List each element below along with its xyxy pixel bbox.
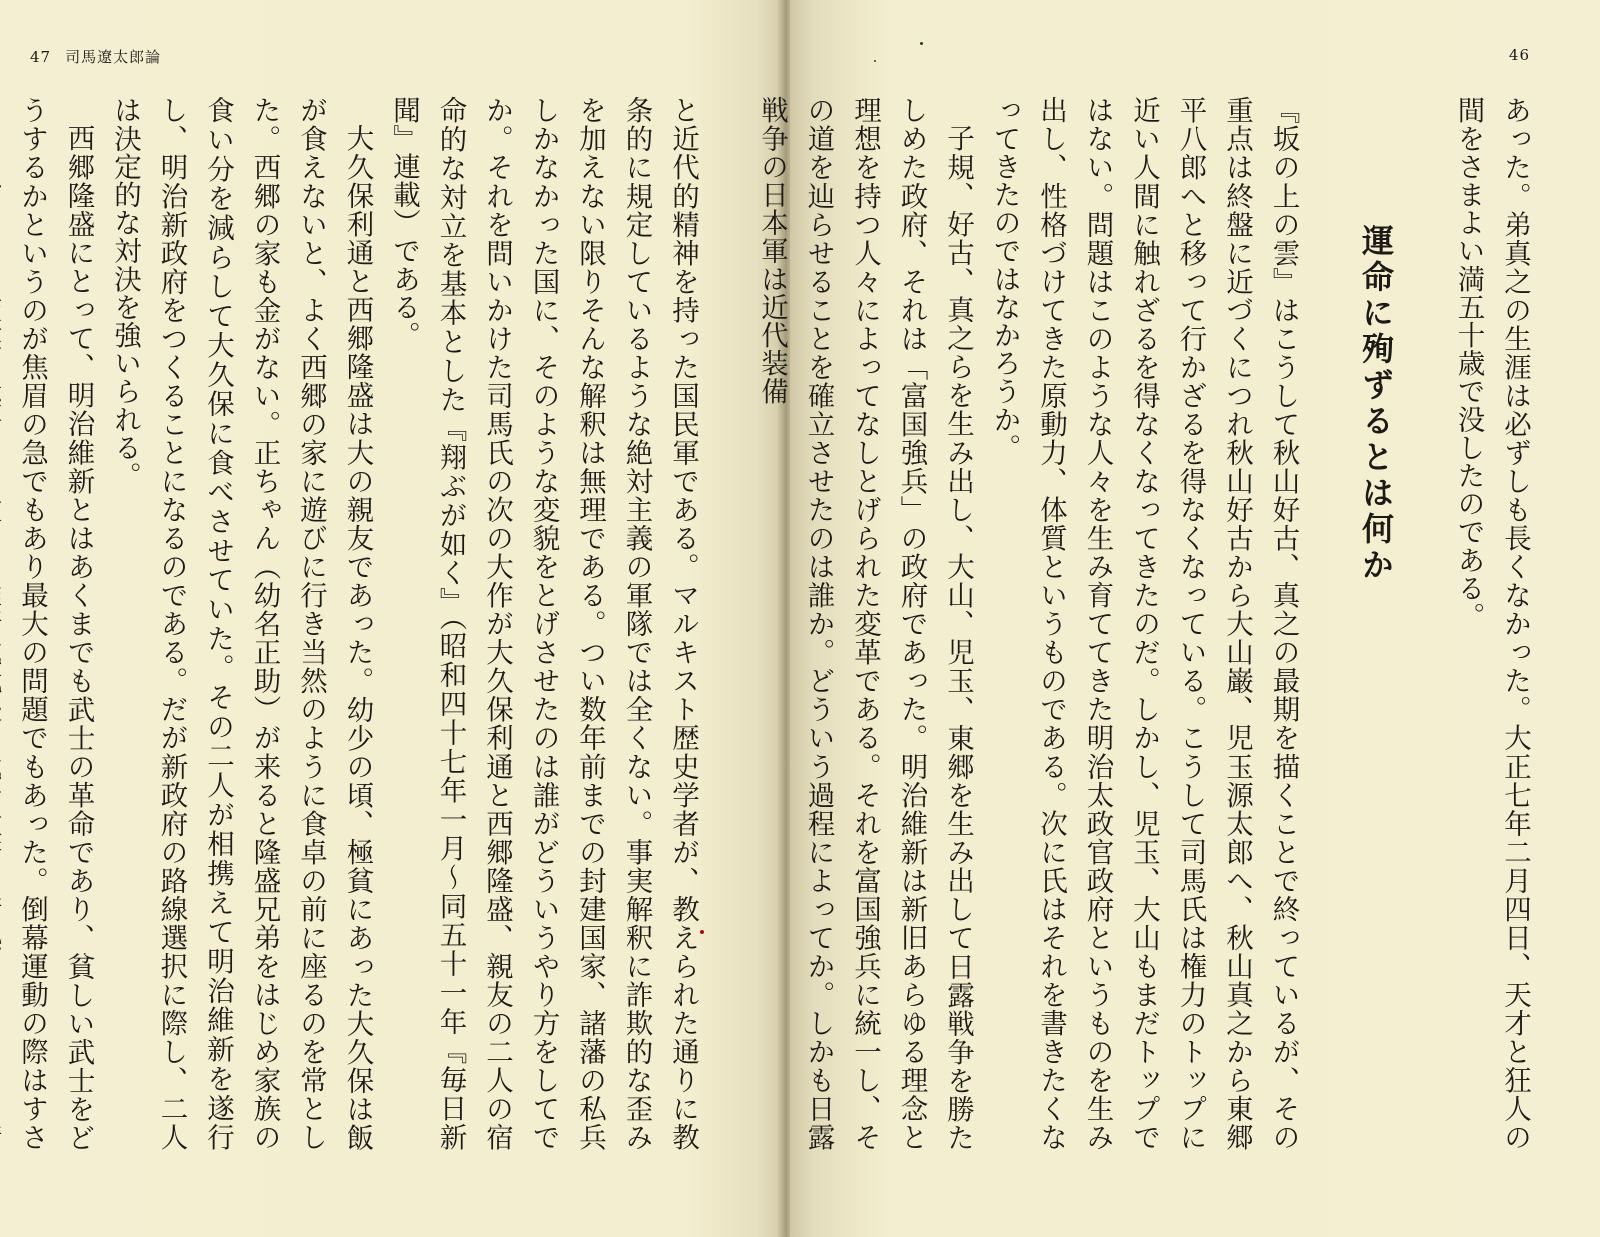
running-head-title: 司馬遼太郎論	[65, 48, 162, 66]
left-page-number: 47	[30, 48, 52, 66]
left-body-text	[16, 96, 706, 1151]
body-paragraph: あった。弟真之の生涯は必ずしも長くなかった。大正七年二月四日、天才と狂人の間をさまよい満五十歳で没したのである。	[1452, 96, 1531, 1151]
body-paragraph: 大久保利通と西郷隆盛は大の親友であった。幼少の頃、極貧にあった大久保は飯が食えないと、よく西郷の家に遊びに行き当然のように食卓の前に座るのを常とした。西郷の家も金がない。正ちゃん（幼名正助）が来ると隆盛兄弟をはじめ家族の食い分を減らして大久保に食べさせていた。その二人が相携えて明治維新を遂行し、明治新政府をつくることになるのである。だが新政府の路線選択に際し、二人は決定的な対決を強いられる。	[109, 96, 374, 1151]
body-paragraph: 子規、好古、真之らを生み出し、大山、児玉、東郷を生み出して日露戦争を勝たしめた政府、それは「富国強兵」の政府であった。明治維新は新旧あらゆる理念と理想を持つ人々によってなしとげられた変革である。それを富国強兵に統一し、その道を辿らせることを確立させたのは誰か。どういう過程によってか。しかも日露戦争の日本軍は近代装備	[756, 96, 974, 1151]
right-page	[756, 0, 1600, 1237]
left-page	[0, 0, 782, 1237]
right-body-text	[756, 96, 1538, 1151]
dust-speck	[874, 60, 876, 62]
body-paragraph: 西郷隆盛にとって、明治維新とはあくまでも武士の革命であり、貧しい武士をどうするかというのが焦眉の急でもあり最大の問題でもあった。倒幕運動の際はすさ	[16, 96, 95, 1151]
left-running-head	[30, 46, 161, 67]
body-paragraph: と近代的精神を持った国民軍である。マルキスト歴史学者が、教えられた通りに教条的に規定しているような絶対主義の軍隊では全くない。事実解釈に詐欺的な歪みを加えない限りそんな解釈は無理である。つい数年前までの封建国家、諸藩の私兵しかなかった国に、そのような変貌をとげさせたのは誰がどういうやり方をしてでか。それを問いかけた司馬氏の次の大作が大久保利通と西郷隆盛、親友の二人の宿命的な対立を基本とした『翔ぶが如く』（昭和四十七年一月〜同五十一年『毎日新聞』連載）である。	[388, 96, 699, 1151]
right-running-head	[1509, 46, 1530, 64]
red-ink-speck	[700, 930, 704, 934]
right-page-number: 46	[1508, 46, 1530, 64]
body-paragraph: 『坂の上の雲』はこうして秋山好古、真之の最期を描くことで終っているが、その重点は終盤に近づくにつれ秋山好古から大山巌、児玉源太郎へ、秋山真之から東郷平八郎へと移って行かざるを得なくなっている。こうして司馬氏は権力のトップに近い人間に触れざるを得なくなってきたのだ。しかし、児玉、大山もまだトップではない。問題はこのような人々を生み育ててきた明治太政官政府というものを生み出し、性格づけてきた原動力、体質というものである。次に氏はそれを書きたくなってきたのではなかろうか。	[988, 96, 1300, 1151]
section-heading: 運命に殉ずるとは何か	[1357, 224, 1395, 584]
dust-speck	[920, 42, 923, 45]
